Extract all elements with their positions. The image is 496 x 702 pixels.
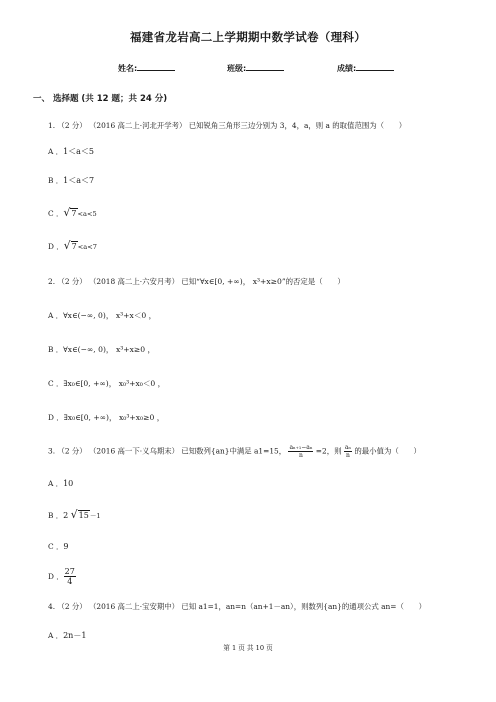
q2-option-a: A ．∀x∈(−∞, 0)， x³+x＜0 ， (48, 311, 157, 320)
sqrt-expression: √ 15 (70, 508, 89, 521)
fraction: $\frac{27}{4}$ (64, 567, 75, 586)
question-number: 2. (48, 277, 56, 286)
fraction: $\frac{\text{aₙ₊₁−aₙ}}{n}$ (289, 444, 313, 459)
q2-option-b: B ．∀x∈(−∞, 0)， x³+x≥0 ， (48, 345, 156, 354)
class-label: 班级: (227, 64, 247, 73)
math-statement: ∀x∈[0, +∞)， x³+x≥0 (199, 277, 282, 286)
question-text: （2 分） （2016 高二上·河北开学考） 已知锐角三角形三边分别为 3，4，a，则 a 的取值范围为（ ） (57, 121, 407, 130)
q1-option-a: A ．1＜a＜5 (48, 147, 95, 156)
class-field (227, 63, 284, 74)
page-title: 福建省龙岩高二上学期期中数学试卷（理科） (130, 30, 366, 44)
name-label: 姓名: (118, 64, 138, 73)
score-label: 成绩: (337, 64, 357, 73)
q3-option-d: D ． $\frac{27}{4}$ (48, 567, 75, 586)
question-3: 3. （2 分） （2016 高一下·义乌期末） 已知数列{an}中满足 a1=15， $\frac{\text{aₙ₊₁−aₙ}}{n}$ =2，则 $\frac{\text{aₙ}}{n}$ 的最小值为（ ） (48, 444, 421, 459)
sqrt-expression: √ 7 (63, 239, 77, 252)
q3-option-b: B ．2 √ 15－1 (48, 508, 101, 521)
q1-option-c: C ． √ 7<a<5 (48, 206, 97, 219)
q1-option-d: D ． √ 7<a<7 (48, 239, 97, 252)
q4-option-a: A ．2n－1 (48, 631, 87, 640)
question-text: （2 分） （2016 高二上·宝安期中） 已知 a1=1，an=n（an+1－an），则数列{an}的通项公式 an=（ ） (57, 602, 427, 611)
fraction: $\frac{\text{aₙ}}{n}$ (344, 444, 352, 459)
question-number: 1. (48, 121, 56, 130)
q3-option-c: C ．9 (48, 542, 69, 551)
q2-option-d: D ．∃x₀∈[0, +∞)， x₀³+x₀≥0 ， (48, 413, 165, 422)
name-blank (137, 63, 175, 71)
page-footer: 第 1 页 共 10 页 (223, 644, 273, 652)
question-number: 4. (48, 602, 56, 611)
q3-option-a: A ．10 (48, 479, 74, 488)
q1-option-b: B ．1＜a＜7 (48, 176, 95, 185)
name-field (118, 63, 175, 74)
question-1 (48, 120, 406, 131)
question-number: 3. (48, 446, 56, 456)
question-2: 2. （2 分） （2018 高二上·六安月考） 已知“∀x∈[0, +∞)， x³+x≥0”的否定是（ ） (48, 277, 345, 286)
class-blank (246, 63, 284, 71)
q2-option-c: C ．∃x₀∈[0, +∞)， x₀³+x₀＜0 ， (48, 379, 166, 388)
section-heading: 一、 选择题 (共 12 题；共 24 分) (33, 94, 168, 104)
sqrt-expression: √ 7 (63, 206, 77, 219)
question-4 (48, 601, 426, 612)
score-blank (356, 63, 394, 71)
score-field (337, 63, 394, 74)
